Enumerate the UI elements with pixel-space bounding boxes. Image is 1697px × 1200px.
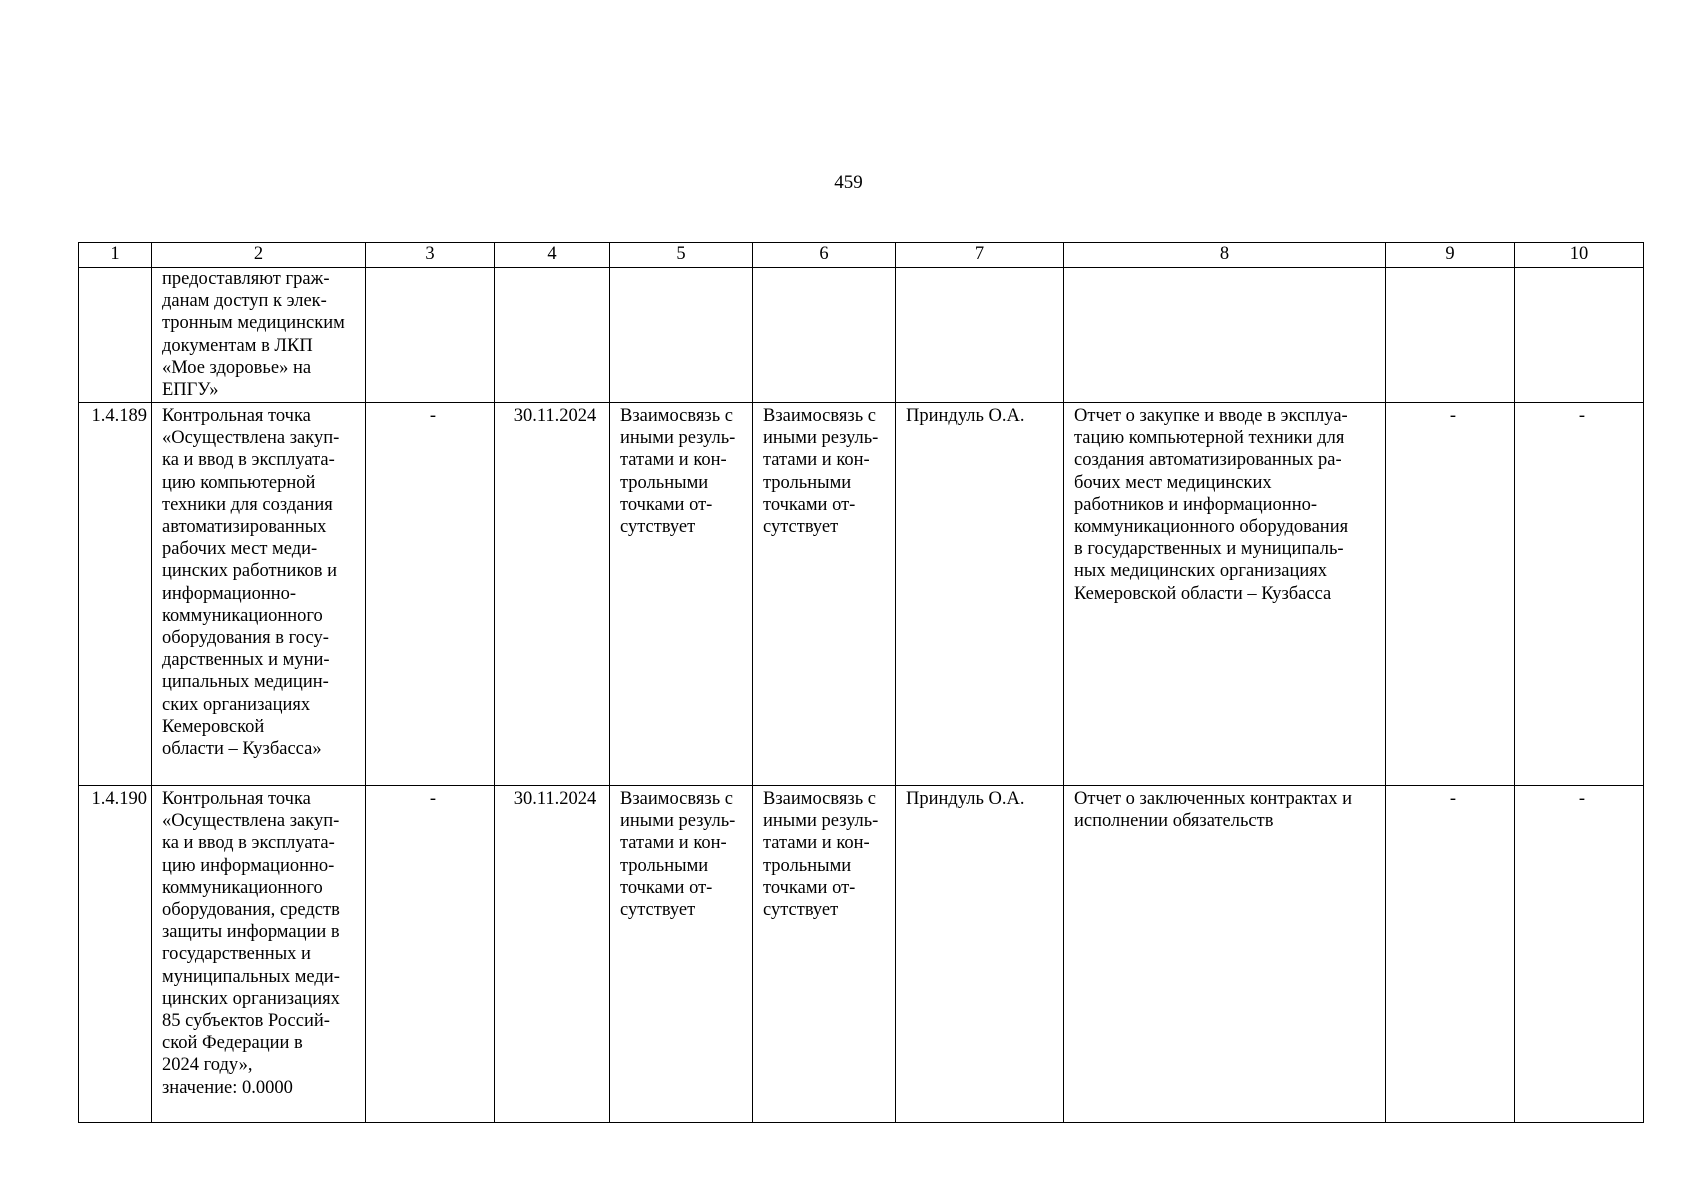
- row-number-cell: [79, 403, 152, 786]
- header-row: [79, 243, 1644, 268]
- column-header: 9: [1386, 243, 1515, 268]
- cell-col8: [1064, 268, 1386, 403]
- table-row: [79, 403, 1644, 786]
- cell-col3: [366, 268, 495, 403]
- cell-col6: Взаимосвязь с иными резуль- татами и кон- трольными точками от- сутствует: [753, 786, 896, 1123]
- cell-col8: Отчет о заключенных контрактах и исполнении обязательств: [1064, 786, 1386, 1123]
- cell-col10: -: [1515, 403, 1644, 786]
- date-cell: 30.11.2024: [495, 403, 610, 786]
- cell-col9: -: [1386, 786, 1515, 1123]
- responsible-cell: [896, 268, 1064, 403]
- column-header: 5: [610, 243, 753, 268]
- cell-col8: Отчет о закупке и вводе в эксплуа- тацию компьютерной техники для создания автоматизированных ра- бочих мест медицинских работников и информационно- коммуникационного оборудования в государственных и муниципаль- ных медицинских организациях Кемеровской области – Кузбасса: [1064, 403, 1386, 786]
- table-row-continuation: [79, 268, 1644, 403]
- responsible-cell: Приндуль О.А.: [896, 403, 1064, 786]
- event-name: Контрольная точка «Осуществлена закуп- ка и ввод в эксплуата- цию информационно- коммуникационного оборудования, средств защиты информации в государственных и муниципальных меди- цинских организациях 85 субъектов Россий- ской Федерации в 2024 году», значение: 0.0000: [162, 789, 340, 1098]
- column-header: 6: [753, 243, 896, 268]
- column-header: 4: [495, 243, 610, 268]
- event-name-cell: [152, 786, 366, 1123]
- row-number-cell: [79, 268, 152, 403]
- cell-col6: [753, 268, 896, 403]
- cell-col3: -: [366, 786, 495, 1123]
- row-number: 1.4.189: [91, 406, 147, 426]
- date-cell: 30.11.2024: [495, 786, 610, 1123]
- column-header: 3: [366, 243, 495, 268]
- column-header: 1: [79, 243, 152, 268]
- cell-col10: -: [1515, 786, 1644, 1123]
- cell-col5: Взаимосвязь с иными резуль- татами и кон- трольными точками от- сутствует: [610, 403, 753, 786]
- cell-col3: -: [366, 403, 495, 786]
- cell-col9: -: [1386, 403, 1515, 786]
- cell-col5: Взаимосвязь с иными резуль- татами и кон- трольными точками от- сутствует: [610, 786, 753, 1123]
- cell-col6: Взаимосвязь с иными резуль- татами и кон- трольными точками от- сутствует: [753, 403, 896, 786]
- event-name-cell: [152, 268, 366, 403]
- date-cell: [495, 268, 610, 403]
- column-header: 10: [1515, 243, 1644, 268]
- cell-col9: [1386, 268, 1515, 403]
- column-header: 7: [896, 243, 1064, 268]
- event-name: предоставляют граж- данам доступ к элек- тронным медицинским документам в ЛКП «Мое здоровье» на ЕПГУ»: [162, 269, 345, 401]
- row-number: 1.4.190: [91, 789, 147, 809]
- cell-col10: [1515, 268, 1644, 403]
- plan-table: [78, 242, 1644, 1123]
- table-row: [79, 786, 1644, 1123]
- responsible-cell: Приндуль О.А.: [896, 786, 1064, 1123]
- page-number: 459: [834, 172, 863, 193]
- row-number-cell: [79, 786, 152, 1123]
- event-name: Контрольная точка «Осуществлена закуп- ка и ввод в эксплуата- цию компьютерной техники для создания автоматизированных рабочих мест меди- цинских работников и информационно- коммуникационного оборудования в госу- дарственных и муни- ципальных медицин- ских организациях Кемеровской области – Кузбасса»: [162, 406, 340, 760]
- event-name-cell: [152, 403, 366, 786]
- column-header: 2: [152, 243, 366, 268]
- column-header: 8: [1064, 243, 1386, 268]
- cell-col5: [610, 268, 753, 403]
